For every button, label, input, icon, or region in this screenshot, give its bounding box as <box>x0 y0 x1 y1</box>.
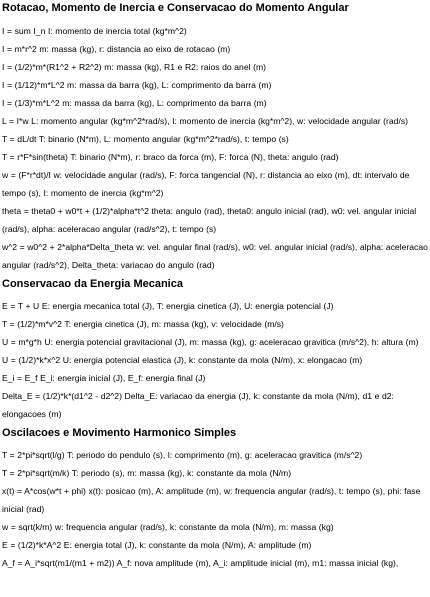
formula-line: T = 2*pi*sqrt(l/g) T: periodo do pendulo (s), l: comprimento (m), g: aceleracao gravitica (m/s^2) <box>2 450 363 460</box>
formula-line: E_i = E_f E_i: energia inicial (J), E_f: energia final (J) <box>2 373 206 383</box>
formula-line: w = sqrt(k/m) w: frequencia angular (rad/s), k: constante da mola (N/m), m: massa (kg) <box>2 522 334 532</box>
formula-line: T = dL/dt T: binario (N*m), L: momento angular (kg*m^2*rad/s), t: tempo (s) <box>2 134 289 144</box>
formula-line: U = (1/2)*k*x^2 U: energia potencial elastica (J), k: constante da mola (N/m), x: elongacao (m) <box>2 355 363 365</box>
section-rotacao-lines <box>2 22 428 274</box>
formula-line: I = (1/12)*m*L^2 m: massa da barra (kg), L: comprimento da barra (m) <box>2 80 272 90</box>
section-oscilacoes-lines <box>2 446 428 572</box>
formula-line: I = sum I_n I: momento de inercia total (kg*m^2) <box>2 26 187 36</box>
formula-line: x(t) = A*cos(w*t + phi) x(t): posicao (m), A: amplitude (m), w: frequencia angular (rad/s), t: tempo (s), phi: fase inicial (rad) <box>2 486 421 514</box>
formula-line: T = 2*pi*sqrt(m/k) T: periodo (s), m: massa (kg), k: constante da mola (N/m) <box>2 468 292 478</box>
formula-line: U = m*g*h U: energia potencial gravitacional (J), m: massa (kg), g: aceleracao gravitica (m/s^2), h: altura (m) <box>2 337 419 347</box>
formula-line: E = T + U E: energia mecanica total (J), T: energia cinetica (J), U: energia potencial (J) <box>2 301 334 311</box>
section-energia-lines <box>2 297 428 423</box>
formula-line: w = (F*r*dt)/I w: velocidade angular (rad/s), F: forca tangencial (N), r: distancia ao eixo (m), dt: intervalo de tempo (s), I: momento de inercia (kg*m^2) <box>2 170 410 198</box>
formula-line: I = (1/2)*m*(R1^2 + R2^2) m: massa (kg), R1 e R2: raios do anel (m) <box>2 62 266 72</box>
formula-line: w^2 = w0^2 + 2*alpha*Delta_theta w: vel. angular final (rad/s), w0: vel. angular inicial (rad/s), alpha: aceleracao angular (rad/s^2), Delta_theta: variacao do angulo (rad) <box>2 242 428 270</box>
section-title-rotacao: Rotacao, Momento de Inercia e Conservacao do Momento Angular <box>2 2 349 14</box>
section-title-energia: Conservacao da Energia Mecanica <box>2 278 183 290</box>
formula-line: I = m*r^2 m: massa (kg), r: distancia ao eixo de rotacao (m) <box>2 44 231 54</box>
formula-line: I = (1/3)*m*L^2 m: massa da barra (kg), L: comprimento da barra (m) <box>2 98 267 108</box>
formula-line: T = r*F*sin(theta) T: binario (N*m), r: braco da forca (m), F: forca (N), theta: angulo (rad) <box>2 152 339 162</box>
formula-line: theta = theta0 + w0*t + (1/2)*alpha*t^2 theta: angulo (rad), theta0: angulo inicial (rad), w0: vel. angular inicial (rad/s), alpha: aceleracao angular (rad/s^2), t: tempo (s) <box>2 206 417 234</box>
formula-line: T = (1/2)*m*v^2 T: energia cinetica (J), m: massa (kg), v: velocidade (m/s) <box>2 319 284 329</box>
formula-line: E = (1/2)*k*A^2 E: energia total (J), k: constante da mola (N/m), A: amplitude (m) <box>2 540 312 550</box>
formula-line: A_f = A_i*sqrt(m1/(m1 + m2)) A_f: nova amplitude (m), A_i: amplitude inicial (m), m1: massa inicial (kg), <box>2 558 399 568</box>
formula-line: L = I*w L: momento angular (kg*m^2*rad/s), I: momento de inercia (kg*m^2), w: velocidade angular (rad/s) <box>2 116 408 126</box>
formula-line: Delta_E = (1/2)*k*(d1^2 - d2^2) Delta_E: variacao da energia (J), k: constante da mola (N/m), d1 e d2: elongacoes (m) <box>2 391 394 419</box>
section-title-oscilacoes: Oscilacoes e Movimento Harmonico Simples <box>2 427 237 439</box>
